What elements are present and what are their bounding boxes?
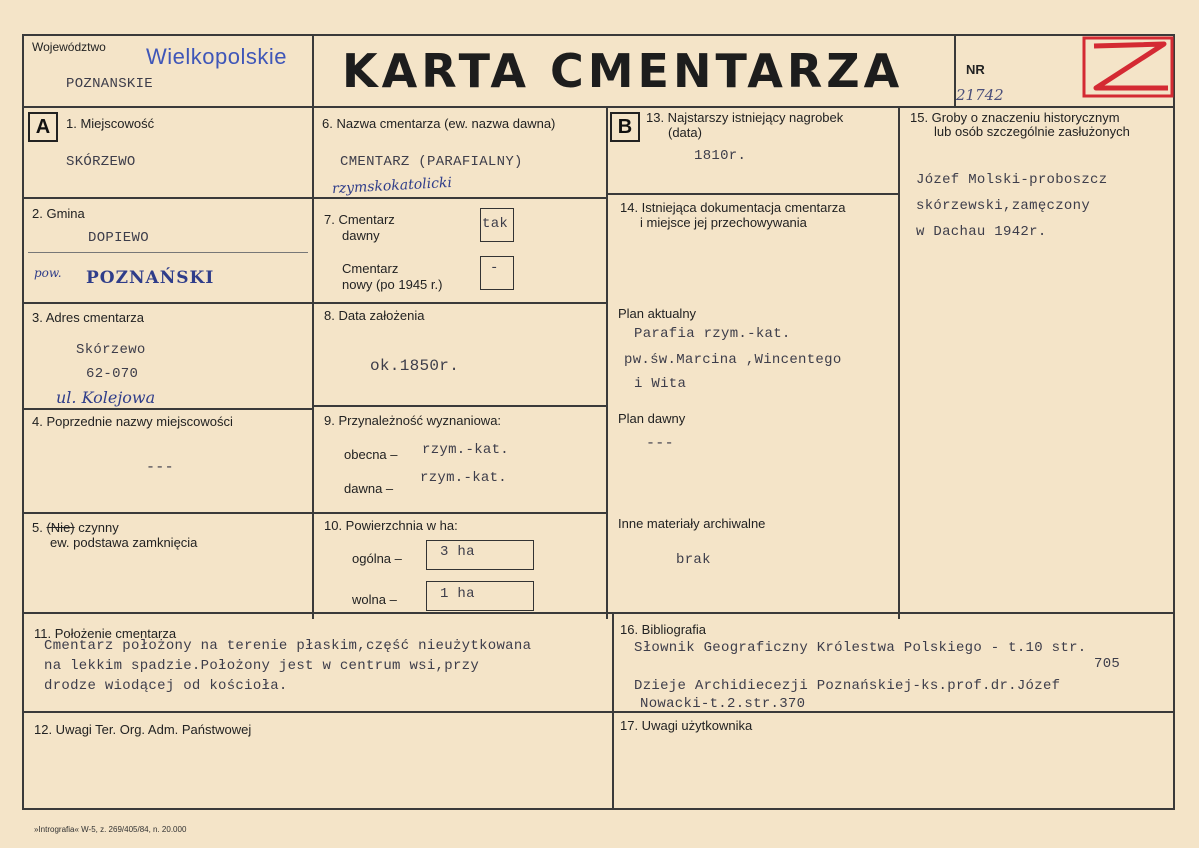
other-materials-label: Inne materiały archiwalne xyxy=(618,516,766,531)
f2-underline xyxy=(28,252,308,253)
print-footer: »Intrografia« W-5, z. 269/405/84, n. 20.000 xyxy=(34,825,187,834)
f15-label-b: lub osób szczególnie zasłużonych xyxy=(934,124,1130,139)
f9-former-label: dawna – xyxy=(344,481,394,496)
plan-current-line3: i Wita xyxy=(634,376,687,392)
f15-line3: w Dachau 1942r. xyxy=(916,224,1047,240)
section-a-letter: A xyxy=(28,112,58,142)
f10-total-value: 3 ha xyxy=(440,544,475,560)
bottom-mid-rule xyxy=(22,711,1174,713)
f5-sublabel: ew. podstawa zamknięcia xyxy=(50,535,198,550)
f5-number: 5. xyxy=(32,520,43,535)
row-rule xyxy=(312,302,606,304)
f2-label: 2. Gmina xyxy=(32,206,85,221)
f3-hand: ul. Kolejowa xyxy=(56,388,156,407)
f10-free-label: wolna – xyxy=(352,592,397,607)
f2-value: DOPIEWO xyxy=(88,230,149,246)
plan-current-line2: pw.św.Marcina ,Wincentego xyxy=(624,352,842,368)
row-rule xyxy=(22,512,312,514)
f13-value: 1810r. xyxy=(694,148,747,164)
row-rule xyxy=(312,197,606,199)
f6-hand: rzymskokatolicki xyxy=(331,174,453,198)
bottom-border xyxy=(22,808,1174,810)
f15-label-a: 15. Groby o znaczeniu historycznym xyxy=(910,110,1120,125)
top-border xyxy=(22,34,1174,36)
f11-line1: Cmentarz położony na terenie płaskim,część nieużytkowana xyxy=(44,638,532,654)
row-rule xyxy=(606,193,898,195)
plan-former-label: Plan dawny xyxy=(618,411,686,426)
nr-value: 21742 xyxy=(956,86,1004,104)
header-bottom-rule xyxy=(22,106,1174,108)
f2-hand-prefix: pow. xyxy=(34,266,62,280)
plan-current-line1: Parafia rzym.-kat. xyxy=(634,326,791,342)
f1-label: 1. Miejscowość xyxy=(66,116,155,131)
f8-value: ok.1850r. xyxy=(370,357,460,375)
f7-label-b: dawny xyxy=(342,228,380,243)
plan-current-label: Plan aktualny xyxy=(618,306,697,321)
f6-value: CMENTARZ (PARAFIALNY) xyxy=(340,154,523,170)
f16-line1: Słownik Geograficzny Królestwa Polskiego - t.10 str. xyxy=(634,640,1087,656)
f11-line2: na lekkim spadzie.Położony jest w centrum wsi,przy xyxy=(44,658,480,674)
col-divider-2 xyxy=(606,106,608,619)
f7n-label-a: Cmentarz xyxy=(342,261,399,276)
row-rule xyxy=(312,405,606,407)
f7-label-a: 7. Cmentarz xyxy=(324,212,395,227)
f2-hand-value: POZNAŃSKI xyxy=(86,268,215,288)
f3-label: 3. Adres cmentarza xyxy=(32,310,144,325)
right-border xyxy=(1173,34,1175,619)
f4-value: --- xyxy=(146,459,174,476)
f5-struck-word: (Nie) xyxy=(46,520,75,535)
f13-label-b: (data) xyxy=(668,125,702,140)
f11-label: 11. Położenie cmentarza xyxy=(34,626,177,641)
f4-label: 4. Poprzednie nazwy miejscowości xyxy=(32,414,233,429)
f9-current-value: rzym.-kat. xyxy=(422,442,510,458)
voivodeship-value: POZNANSKIE xyxy=(66,76,154,92)
f7-value: tak xyxy=(482,216,509,232)
f16-line1-continued: 705 xyxy=(1094,656,1121,672)
nr-label: NR xyxy=(966,62,985,77)
f10-label: 10. Powierzchnia w ha: xyxy=(324,518,458,533)
f7n-label-b: nowy (po 1945 r.) xyxy=(342,277,443,292)
f9-label: 9. Przynależność wyznaniowa: xyxy=(324,413,502,428)
plan-former-value: --- xyxy=(646,435,674,452)
f16-line2: Dzieje Archidiecezji Poznańskiej-ks.prof.dr.Józef xyxy=(634,678,1061,694)
voivodeship-label: Województwo xyxy=(32,40,106,54)
f14-label-a: 14. Istniejąca dokumentacja cmentarza xyxy=(620,200,846,215)
red-z-mark xyxy=(1080,34,1174,98)
other-materials-value: brak xyxy=(676,552,711,568)
left-border xyxy=(22,34,24,619)
f8-label: 8. Data założenia xyxy=(324,308,425,323)
f1-value: SKÓRZEWO xyxy=(66,154,136,170)
section-b-letter: B xyxy=(610,112,640,142)
f5-label xyxy=(32,520,119,535)
f7n-value: - xyxy=(490,260,499,276)
f16-label: 16. Bibliografia xyxy=(620,622,706,637)
f16-line3: Nowacki-t.2.str.370 xyxy=(640,696,806,712)
f11-line3: drodze wiodącej od kościoła. xyxy=(44,678,288,694)
f5-active-word: czynny xyxy=(78,520,119,535)
page-title: KARTA CMENTARZA xyxy=(342,44,904,98)
bottom-section-top-rule xyxy=(22,612,1174,614)
voivodeship-stamp: Wielkopolskie xyxy=(146,44,287,69)
f9-current-label: obecna – xyxy=(344,447,398,462)
f14-label-b: i miejsce jej przechowywania xyxy=(640,215,807,230)
row-rule xyxy=(22,408,312,410)
f6-label: 6. Nazwa cmentarza (ew. nazwa dawna) xyxy=(322,116,556,131)
f13-label-a: 13. Najstarszy istniejący nagrobek xyxy=(646,110,844,125)
f3-line2: 62-070 xyxy=(86,366,139,382)
f10-total-label: ogólna – xyxy=(352,551,402,566)
f15-line2: skórzewski,zamęczony xyxy=(916,198,1091,214)
f3-line1: Skórzewo xyxy=(76,342,146,358)
row-rule xyxy=(22,197,312,199)
col-divider-1 xyxy=(312,34,314,619)
f10-free-value: 1 ha xyxy=(440,586,475,602)
f15-line1: Józef Molski-proboszcz xyxy=(916,172,1108,188)
f17-label: 17. Uwagi użytkownika xyxy=(620,718,753,733)
row-rule xyxy=(22,302,312,304)
f12-label: 12. Uwagi Ter. Org. Adm. Państwowej xyxy=(34,722,252,737)
col-divider-3 xyxy=(898,106,900,619)
f9-former-value: rzym.-kat. xyxy=(420,470,508,486)
row-rule xyxy=(312,512,606,514)
